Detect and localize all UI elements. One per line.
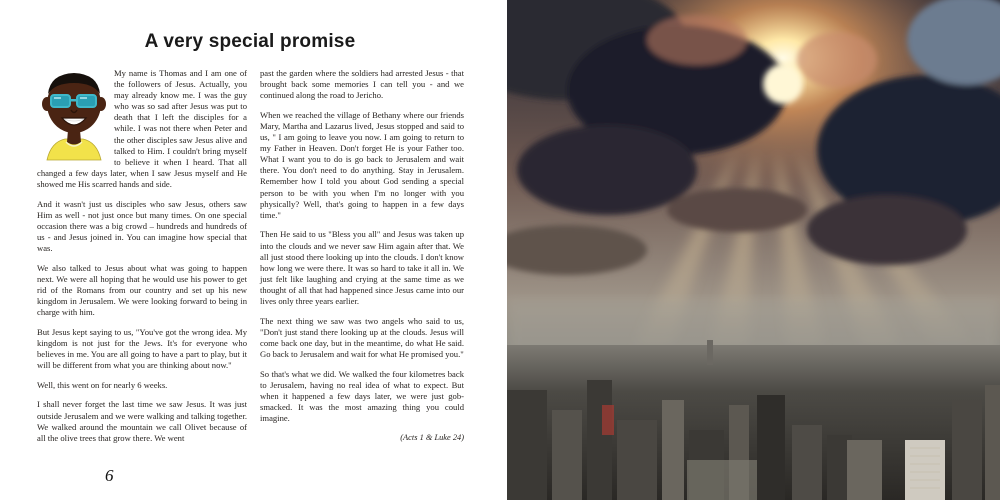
sunrays-city-photo-icon [507,0,1000,500]
page-number: 6 [105,466,114,485]
scripture-citation: (Acts 1 & Luke 24) [400,433,464,443]
left-text-column [37,68,247,452]
paragraph-return: So that's what we did. We walked the four kilometres back to Jerusalem, having no real idea of what to expect. But when it happened a few days later, we were just gob-smacked. It was the most amazing thing you could imagine. [260,368,464,423]
right-text-column [260,68,464,443]
thomas-avatar-icon [37,68,110,163]
paragraph-angels: The next thing we saw was two angels who said to us, "Don't just stand there looking up at the clouds. Jesus will come back one day, but in the meantime, do what He said. Go back to Jerusalem and wait for what He promised you." [260,315,464,359]
photo-page [507,0,1000,500]
paragraph-last-time: I shall never forget the last time we saw Jesus. It was just outside Jerusalem and we were walking and talking together. We walked around the mountain we call Olivet because of all the olive trees that grow there. We went [37,399,247,443]
paragraph-ascension: Then He said to us "Bless you all" and Jesus was taken up into the clouds and we never saw Him again after that. We all just stood there looking up into the clouds. I don't know how long we were there. It was so hard to take it all in. We just felt like laughing and crying at the same time as we thought of all that had happened since Jesus came into our lives only three years earlier. [260,229,464,306]
paragraph-six-weeks: Well, this went on for nearly 6 weeks. [37,379,168,390]
paragraph-wrong-idea: But Jesus kept saying to us, "You've got the wrong idea. My kingdom is not just for the Jews. It's for everyone who believes in me. You are all going to have a part to play, but it will be different from what you are thinking about now." [37,326,247,371]
avatar-glasses-right [77,95,96,107]
paragraph-next-steps: We also talked to Jesus about what was going to happen next. We were all hoping that he would use his power to get rid of the Romans from our country and set up his new kingdom in Jerusalem. We were looking forward to being in charge with him. [37,262,247,318]
avatar-glasses-left [51,95,70,107]
paragraph-others-saw: And it wasn't just us disciples who saw Jesus, others saw Him as well - not just once but many times. On one special occasion there was a big crowd – hundreds and hundreds of us - and Jesus joined in. You can imagine how special that was. [37,198,247,253]
paragraph-bethany: When we reached the village of Bethany where our friends Mary, Martha and Lazarus lived, Jesus stopped and said to us, " I am going to leave you now. I am going to return to my Father in Heaven. Don't forget He is your Father too. What I want you to do is go back to Jerusalem and wait there. You don't need to do anything. Stay in Jerusalem. Remember how I told you about God sending a special person to be with you when I'm no longer with you physically? Well, that's going to happen in a few days time." [260,109,464,220]
paragraph-intro: My name is Thomas and I am one of the followers of Jesus. Actually, you may already know me. I was the guy who was so sad after Jesus was put to death that I left the disciples for a while. I was not there when Peter and the other disciples saw Jesus alive and talked to Him. I couldn't bring myself to believe it when I heard. That all changed a few days later, when I saw Jesus myself and He showed me His scarred hands and side. [37,68,247,189]
page-title: A very special promise [144,31,356,52]
paragraph-garden: past the garden where the soldiers had arrested Jesus - that brought back some memories I can tell you - and we continued along the road to Jericho. [260,68,464,101]
